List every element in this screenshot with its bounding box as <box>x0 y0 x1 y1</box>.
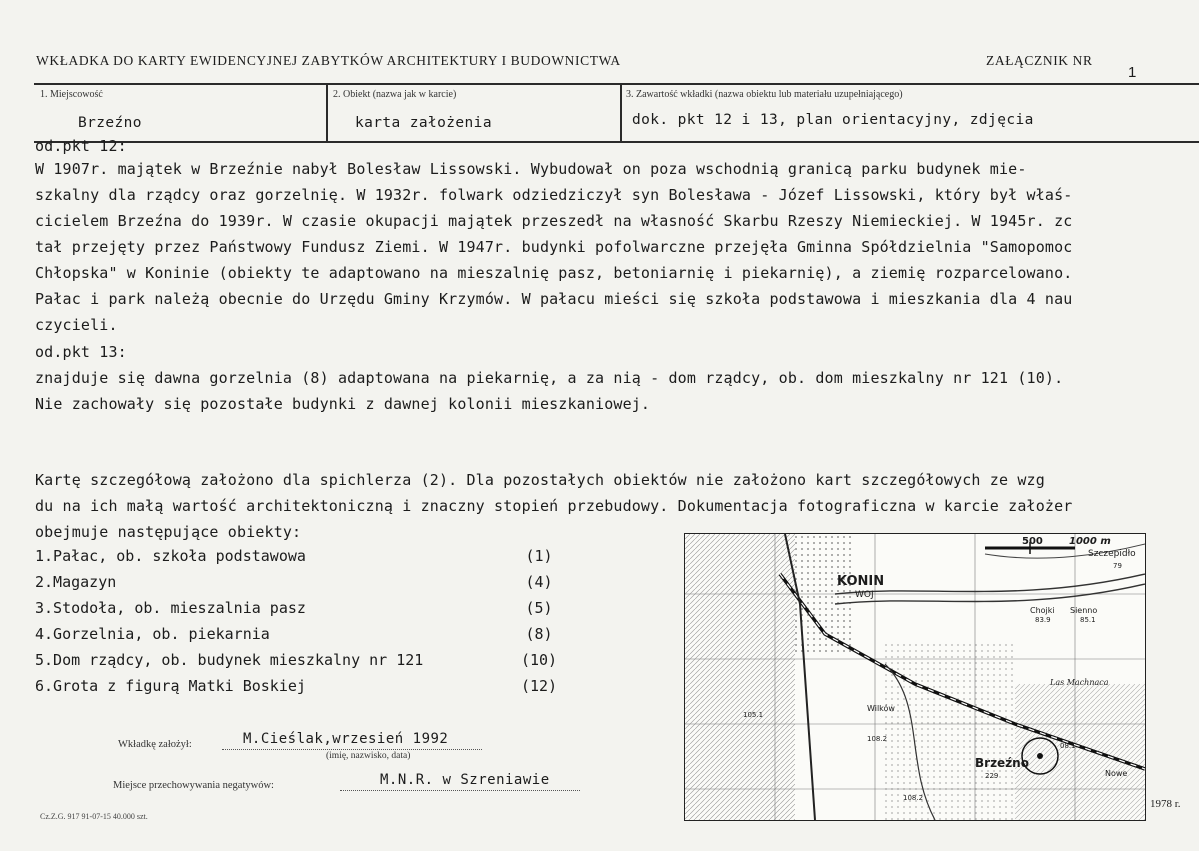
section-13-heading: od.pkt 13: <box>35 343 127 361</box>
author-dotted-line <box>222 749 482 750</box>
map-label-n834: 83.9 <box>1035 616 1051 624</box>
section-12-line: Pałac i park należą obecnie do Urzędu Gminy Krzymów. W pałacu mieści się szkoła podstawowa i mieszkania dla 4 nau <box>35 290 1073 308</box>
storage-dotted-line <box>340 790 580 791</box>
annex-label: ZAŁĄCZNIK NR <box>986 53 1093 68</box>
storage-label: Miejsce przechowywania negatywów: <box>113 780 274 791</box>
map-label-sienno: Sienno <box>1070 606 1098 615</box>
section-12-line: W 1907r. majątek w Brzeźnie nabył Bolesław Lissowski. Wybudował on poza wschodnią granicą parku budynek mie- <box>35 160 1027 178</box>
map-label-woj: WOJ <box>855 590 874 600</box>
object-list-number: (1) <box>525 547 553 565</box>
field-2-label: 2. Obiekt (nazwa jak w karcie) <box>333 89 457 100</box>
field-1-value: Brzeźno <box>78 115 142 131</box>
map-label-konin: KONIN <box>837 574 885 589</box>
section-12-heading: od.pkt 12: <box>35 137 127 155</box>
map-label-n79: 79 <box>1113 562 1122 570</box>
map-label-nowe: Nowe <box>1105 769 1128 778</box>
section-12-line: tał przejęty przez Państwowy Fundusz Ziemi. W 1947r. budynki pofolwarczne przejęła Gminna Spółdzielnia "Samopomoc <box>35 238 1073 256</box>
field-divider-1 <box>326 84 328 142</box>
map-label-n081: 08.1 <box>1060 742 1076 750</box>
map-label-chojki: Chojki <box>1030 606 1055 615</box>
paragraph-line: du na ich małą wartość architektoniczną i znaczny stopień przebudowy. Dokumentacja fotograficzna w karcie założer <box>35 497 1073 515</box>
field-2-value: karta założenia <box>355 115 492 131</box>
section-12-line: Chłopska" w Koninie (obiekty te adaptowano na mieszalnię pasz, betoniarnię i piekarnię), a ziemię rozparcelowano. <box>35 264 1073 282</box>
map-drawing <box>685 534 1145 820</box>
object-list-number: (4) <box>525 573 553 591</box>
orientation-map <box>684 533 1146 821</box>
header-rule <box>34 83 1199 85</box>
paragraph-line: Kartę szczegółową założono dla spichlerza (2). Dla pozostałych obiektów nie założono kart szczegółowych ze wzg <box>35 471 1045 489</box>
map-year: 1978 r. <box>1150 798 1181 810</box>
section-13-line: Nie zachowały się pozostałe budynki z dawnej kolonii mieszkaniowej. <box>35 395 651 413</box>
object-list-item: 1.Pałac, ob. szkoła podstawowa <box>35 547 306 565</box>
object-list-item: 6.Grota z figurą Matki Boskiej <box>35 677 306 695</box>
object-list-item: 5.Dom rządcy, ob. budynek mieszkalny nr 121 <box>35 651 424 669</box>
object-list-item: 3.Stodoła, ob. mieszalnia pasz <box>35 599 306 617</box>
object-list-number: (5) <box>525 599 553 617</box>
paragraph-line: obejmuje następujące obiekty: <box>35 523 302 541</box>
fields-bottom-rule <box>34 141 1199 143</box>
section-12-line: czycieli. <box>35 316 118 334</box>
object-list-number: (10) <box>520 651 558 669</box>
field-3-value: dok. pkt 12 i 13, plan orientacyjny, zdjęcia <box>632 112 1034 128</box>
author-value: M.Cieślak,wrzesień 1992 <box>243 731 449 747</box>
section-13-line: znajduje się dawna gorzelnia (8) adaptowana na piekarnię, a za nią - dom rządcy, ob. dom mieszkalny nr 121 (10). <box>35 369 1064 387</box>
map-scale-500: 500 <box>1022 536 1043 547</box>
annex-number: 1 <box>1128 64 1137 81</box>
map-label-las-machnaca: Las Machnaca <box>1050 678 1109 687</box>
object-list-item: 2.Magazyn <box>35 573 117 591</box>
map-label-n1082b: 108.2 <box>903 794 924 802</box>
field-3-label: 3. Zawartość wkładki (nazwa obiektu lub materiału uzupełniającego) <box>626 89 903 100</box>
author-label: Wkładkę założył: <box>118 739 192 750</box>
section-12-line: cicielem Brzeźna do 1939r. W czasie okupacji majątek przeszedł na własność Skarbu Rzeszy Niemieckiej. W 1945r. zc <box>35 212 1073 230</box>
object-list-number: (8) <box>525 625 553 643</box>
map-label-szczepidlo: Szczepidło <box>1088 549 1136 559</box>
object-list-item: 4.Gorzelnia, ob. piekarnia <box>35 625 270 643</box>
map-label-n1051: 105.1 <box>743 711 764 719</box>
section-12-line: szkalny dla rządcy oraz gorzelnię. W 1932r. folwark odziedziczył syn Bolesława - Józef Lissowski, który był właś- <box>35 186 1073 204</box>
field-divider-2 <box>620 84 622 142</box>
print-code: Cz.Z.G. 917 91-07-15 40.000 szt. <box>40 812 148 821</box>
map-label-wilkow: Wilków <box>867 704 895 713</box>
object-list-number: (12) <box>520 677 558 695</box>
map-label-n229: 229 <box>985 772 999 780</box>
map-label-brzezno: Brzeźno <box>975 756 1029 770</box>
form-title: WKŁADKA DO KARTY EWIDENCYJNEJ ZABYTKÓW ARCHITEKTURY I BUDOWNICTWA <box>36 53 621 68</box>
map-label-n1082: 108.2 <box>867 735 888 743</box>
storage-value: M.N.R. w Szreniawie <box>380 772 550 788</box>
field-1-label: 1. Miejscowość <box>40 89 103 100</box>
map-scale-1000: 1000 m <box>1069 536 1111 547</box>
author-hint: (imię, nazwisko, data) <box>326 751 411 761</box>
map-label-n851: 85.1 <box>1080 616 1096 624</box>
